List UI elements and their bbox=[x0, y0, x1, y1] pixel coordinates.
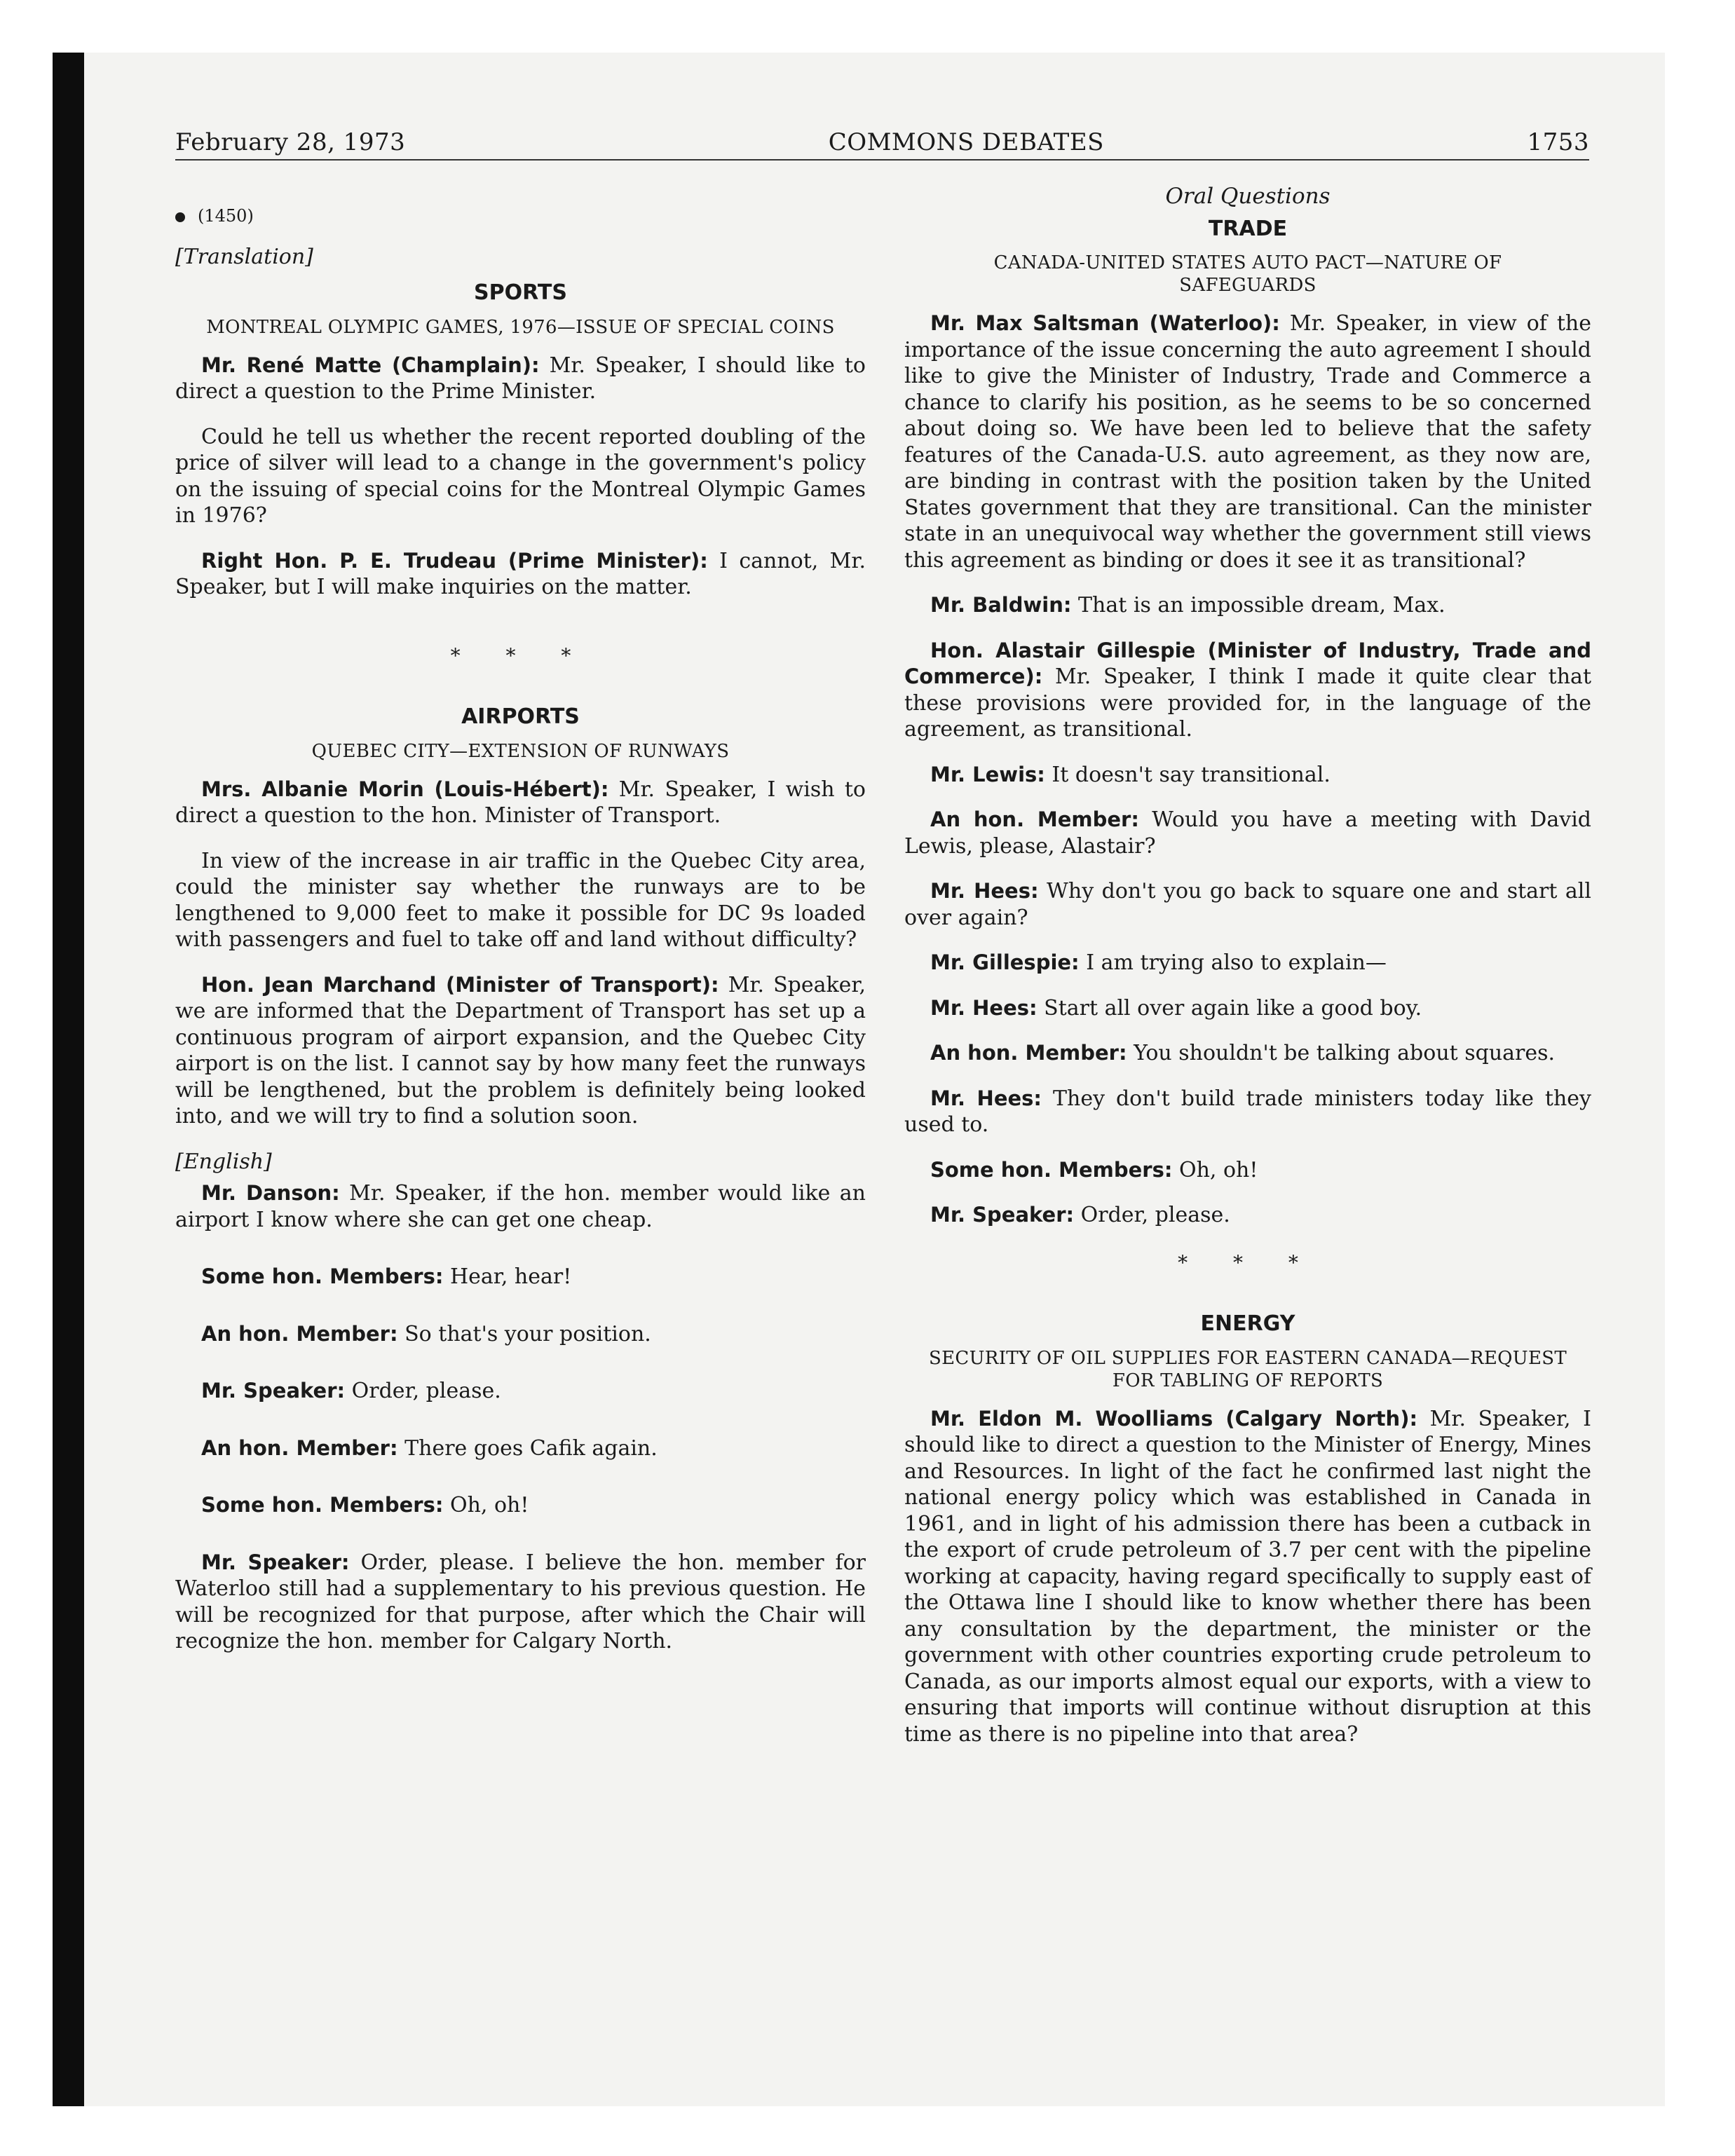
paragraph: Mr. Speaker: Order, please. I believe the hon. member for Waterloo still had a supplementary to his previous question. He will be recognized for that purpose, after which the Chair will recognize the hon. member for Calgary North. bbox=[175, 1550, 866, 1653]
speaker-name: Mr. René Matte (Champlain): bbox=[201, 353, 540, 377]
speaker-name: Hon. Alastair Gillespie (Minister of Industry, Trade and Commerce): bbox=[904, 638, 1591, 688]
speaker-name: Some hon. Members: bbox=[930, 1157, 1173, 1182]
speaker-name: Hon. Jean Marchand (Minister of Transport): bbox=[201, 972, 719, 997]
column-heading: Oral Questions bbox=[1165, 184, 1331, 209]
paragraph: Mr. Danson: Mr. Speaker, if the hon. member would like an airport I know where she can get one cheap. bbox=[175, 1181, 866, 1232]
speaker-name: Mr. Hees: bbox=[930, 879, 1039, 903]
paragraph: Hon. Alastair Gillespie (Minister of Industry, Trade and Commerce): Mr. Speaker, I think I made it quite clear that these provisions were provided for, in the language of the agreement, as transitional. bbox=[904, 638, 1591, 742]
speaker-name: Mr. Eldon M. Woolliams (Calgary North): bbox=[930, 1406, 1418, 1431]
paragraph: Could he tell us whether the recent reported doubling of the price of silver will lead to a change in the government's policy on the issuing of special coins for the Montreal Olympic Games in 1976? bbox=[175, 424, 866, 528]
timestamp: (1450) bbox=[175, 203, 866, 230]
section-title-sports: SPORTS bbox=[474, 280, 567, 305]
paragraph: Mr. Eldon M. Woolliams (Calgary North): Mr. Speaker, I should like to direct a question to the Minister of Energy, Mines and Resources. In light of the fact he confirmed last night the national energy policy which was established in Canada in 1961, and in light of his admission there has been a cutback in the export of crude petroleum of 3.7 per cent with the pipeline working at capacity, having regard specifically to supply east of the Ottawa line I should like to know whether there has been any consultation by the department, the minister or the government with other countries exporting crude petroleum to Canada, as our imports almost equal our exports, with a view to ensuring that imports will continue without disruption at this time as there is no pipeline into that area? bbox=[904, 1406, 1591, 1747]
section-separator: * * * bbox=[450, 643, 591, 667]
speaker-name: Mr. Danson: bbox=[201, 1181, 340, 1205]
paragraph: Mr. Hees: Why don't you go back to square one and start all over again? bbox=[904, 879, 1591, 930]
paragraph: Mr. Lewis: It doesn't say transitional. bbox=[930, 762, 1331, 787]
subtitle-runways: QUEBEC CITY—EXTENSION OF RUNWAYS bbox=[311, 740, 730, 762]
header-title: COMMONS DEBATES bbox=[828, 128, 1104, 156]
speaker-name: Some hon. Members: bbox=[201, 1493, 444, 1517]
subtitle-auto-pact: CANADA-UNITED STATES AUTO PACT—NATURE OF SAFEGUARDS bbox=[993, 252, 1502, 296]
speaker-name: An hon. Member: bbox=[930, 1041, 1127, 1065]
speaker-name: Mr. Speaker: bbox=[930, 1203, 1075, 1227]
section-title-trade: TRADE bbox=[1208, 216, 1288, 241]
paragraph: An hon. Member: So that's your position. bbox=[201, 1321, 651, 1346]
subtitle-oil-supplies: SECURITY OF OIL SUPPLIES FOR EASTERN CANADA—REQUEST FOR TABLING OF REPORTS bbox=[929, 1347, 1567, 1391]
speaker-name: An hon. Member: bbox=[930, 807, 1139, 831]
speaker-name: Mr. Baldwin: bbox=[930, 593, 1072, 617]
section-separator: * * * bbox=[1178, 1250, 1318, 1274]
header-date: February 28, 1973 bbox=[175, 128, 406, 156]
speaker-name: An hon. Member: bbox=[201, 1435, 398, 1460]
left-column bbox=[175, 184, 866, 1674]
binding-edge bbox=[53, 53, 84, 2106]
speaker-name: Mr. Max Saltsman (Waterloo): bbox=[930, 311, 1280, 335]
paragraph: Mr. Speaker: Order, please. bbox=[201, 1379, 501, 1403]
paragraph: Mr. Speaker: Order, please. bbox=[930, 1203, 1230, 1227]
paragraph: Some hon. Members: Hear, hear! bbox=[201, 1264, 572, 1289]
speaker-name: Mr. Speaker: bbox=[201, 1379, 346, 1403]
paragraph: Mrs. Albanie Morin (Louis-Hébert): Mr. Speaker, I wish to direct a question to the hon. Minister of Transport. bbox=[175, 777, 866, 828]
speaker-name: Mrs. Albanie Morin (Louis-Hébert): bbox=[201, 777, 609, 801]
paragraph: Mr. Baldwin: That is an impossible dream, Max. bbox=[930, 593, 1445, 618]
speaker-name: Mr. Gillespie: bbox=[930, 950, 1080, 974]
bullet-icon bbox=[175, 212, 185, 222]
language-marker: [English] bbox=[175, 1149, 272, 1174]
speaker-name: Mr. Speaker: bbox=[201, 1550, 350, 1574]
paragraph: Right Hon. P. E. Trudeau (Prime Minister): I cannot, Mr. Speaker, but I will make inquiries on the matter. bbox=[175, 548, 866, 599]
speaker-name: An hon. Member: bbox=[201, 1321, 398, 1346]
paragraph: In view of the increase in air traffic in the Quebec City area, could the minister say whether the runways are to be lengthened to 9,000 feet to make it possible for DC 9s loaded with passengers and fuel to take off and land without difficulty? bbox=[175, 848, 866, 952]
paragraph: Mr. Gillespie: I am trying also to explain— bbox=[930, 950, 1387, 975]
speaker-name: Some hon. Members: bbox=[201, 1264, 444, 1288]
paragraph: Some hon. Members: Oh, oh! bbox=[930, 1157, 1258, 1182]
speaker-name: Mr. Hees: bbox=[930, 1086, 1042, 1110]
paragraph: Some hon. Members: Oh, oh! bbox=[201, 1493, 529, 1517]
section-title-airports: AIRPORTS bbox=[461, 704, 580, 729]
paragraph: Hon. Jean Marchand (Minister of Transport): Mr. Speaker, we are informed that the Department of Transport has set up a continuous program of airport expansion, and the Quebec City airport is on the list. I cannot say by how many feet the runways will be lengthened, but the problem is definitely being looked into, and we will try to find a solution soon. bbox=[175, 972, 866, 1128]
speaker-name: Mr. Hees: bbox=[930, 995, 1037, 1020]
page-number: 1753 bbox=[1527, 128, 1589, 156]
paragraph: Mr. Hees: Start all over again like a good boy. bbox=[930, 995, 1422, 1021]
paragraph: An hon. Member: There goes Cafik again. bbox=[201, 1435, 658, 1461]
paragraph: Mr. Max Saltsman (Waterloo): Mr. Speaker, in view of the importance of the issue concerning the auto agreement I should like to give the Minister of Industry, Trade and Commerce a chance to clarify his position, as he seems to be so concerned about doing so. We have been led to believe that the safety features of the Canada-U.S. auto agreement, as they now are, are binding in contrast with the position taken by the United States government that they are transitional. Can the minister state in an unequivocal way whether the government still views this agreement as binding or does it see it as transitional? bbox=[904, 311, 1591, 573]
speaker-name: Right Hon. P. E. Trudeau (Prime Minister): bbox=[201, 548, 708, 573]
language-marker: [Translation] bbox=[175, 244, 313, 269]
subtitle-olympic-coins: MONTREAL OLYMPIC GAMES, 1976—ISSUE OF SPECIAL COINS bbox=[206, 316, 835, 338]
paragraph: Mr. René Matte (Champlain): Mr. Speaker, I should like to direct a question to the Prime Minister. bbox=[175, 353, 866, 404]
section-title-energy: ENERGY bbox=[1200, 1311, 1295, 1336]
right-column bbox=[904, 184, 1591, 1766]
paragraph: An hon. Member: You shouldn't be talking about squares. bbox=[930, 1041, 1556, 1065]
paragraph: An hon. Member: Would you have a meeting with David Lewis, please, Alastair? bbox=[904, 807, 1591, 859]
page-header bbox=[175, 128, 1589, 161]
paragraph: Mr. Hees: They don't build trade ministers today like they used to. bbox=[904, 1086, 1591, 1137]
speaker-name: Mr. Lewis: bbox=[930, 762, 1045, 786]
